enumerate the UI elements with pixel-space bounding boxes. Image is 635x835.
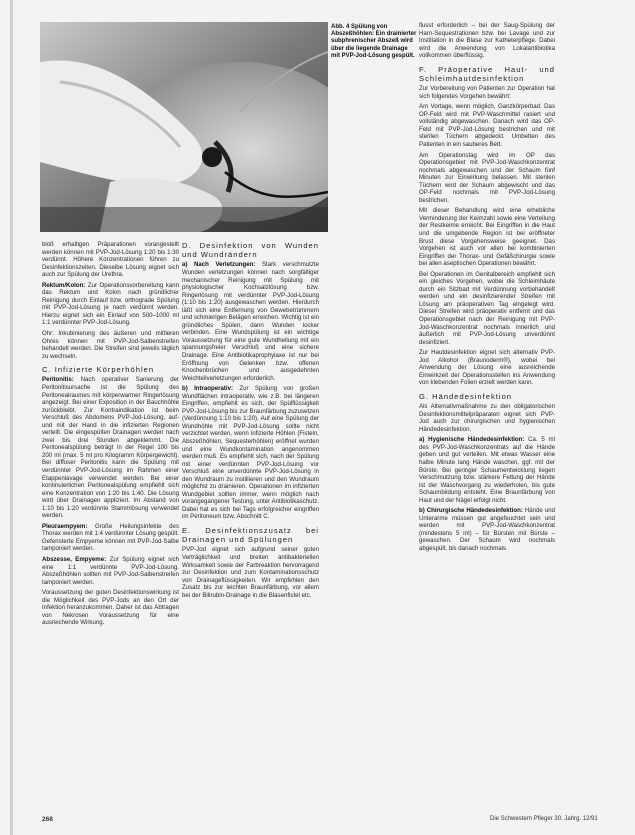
run-in-heading: b) Intraoperativ: [182, 385, 234, 393]
paragraph: flusst erforderlich – bei der Saug-Spülung der Harn-Sequestrationen bzw. bei Lavage und zur Instillation in die Blase zur Katheterpflege. Dabei wird die Anwendung von Lokalantibiotika vollkommen überflüssig. [419, 22, 555, 60]
paragraph: Bei Operationen im Genitalbereich empfiehlt sich ein gleiches Vorgehen, wobei die Schleimhäute durch ein Sitzbad mit Verdünnung vorbehandelt werden und ein desinfizierender Streifen mit Lösung am präoperativen Tag eingelegt wird. Dieser Streifen wird präoperativ entfernt und das Operationsgebiet nach der Reinigung mit PVP-Jod-Waschkonzentrat nochmals innerlich und äußerlich mit PVP-Jod-Lösung unverdünnt desinfiziert. [419, 270, 555, 346]
run-in-heading: Pleuraempyem: [42, 522, 88, 530]
figure-photo [40, 22, 328, 232]
section-heading: C. Infizierte Körperhöhlen [42, 365, 155, 375]
paragraph [182, 261, 319, 382]
section-heading: E. Desinfektionszusatz bei Drainagen und Spülungen [182, 526, 319, 545]
run-in-heading: Abszesse, Empyeme: [42, 555, 107, 563]
paragraph-text: Zur Spülung von großen Wundflächen intraoperativ, wie z.B. bei längeren Eingriffen, empfiehlt es sich, der Spülflüssigkeit PVP-Jod-Lösung bis zur Braunfärbung zuzusetzen (Verdünnung 1:10 bis 1:20). Auf eine Spülung der Wundhöhle mit PVP-Jod-Lösung sollte nicht verzichtet werden, wenn infizierte Höhlen (Fisteln, Abszeßhöhlen, Sequesterhöhlen) eröffnet wurden und eine Wundkontamination angenommen werden muß. Es empfiehlt sich, nach der Spülung mit einer verdünnten PVP-Jod-Lösung vor Verschluß eine unverdünnte PVP-Jod-Lösung in den Wundraum zu instillieren und den Wundraum möglichst zu drainieren. Operationen im infizierten Wundgebiet sollten immer, wenn möglich nach vorangegangener Testung, unter Antibiotikaschutz. Dabei hat es sich bei Tags erfolgreicher eingriffen im Peritoneum bzw. Abschnitt C. [182, 385, 319, 521]
paragraph-text: Zur Operationsvorbereitung kann das Rektum und Kolon nach gründlicher Reinigung durch Einlauf bzw. orthograde Spülung mit PVP-Jod-Lösung je nach verdünnt werden. Hierzu eignet sich ein Einlauf von 500–1000 ml 1:1 verdünnter PVP-Jod-Lösung. [42, 281, 179, 327]
figure-caption: Abb. 4 Spülung von Abszeßhöhlen: Ein drainierter subphrenischer Abszeß wird über die liegende Drainage mit PVP-Jod-Lösung gespült. [331, 24, 417, 59]
paragraph [419, 507, 555, 552]
paragraph: PVP-Jod eignet sich aufgrund seiner guten Verträglichkeit und breiten antibakteriellen Wirksamkeit sowie der Farbreaktion hervorragend zur Desinfektion und zum Kontaminationsschutz von Drainageflüssigkeiten. Wir empfehlen den Zusatz bis zur leichten Braunfärbung, vor allem bei der Bilirubin-Drainage in die Blasenfistel etc. [182, 546, 319, 599]
paragraph [42, 556, 179, 586]
paragraph: Zur Vorbereitung von Patienten zur Operation hat sich folgendes Vorgehen bewährt: [419, 85, 555, 100]
section-heading: F. Präoperative Haut- und Schleimhautdesinfektion [419, 64, 555, 83]
paragraph [42, 523, 179, 553]
run-in-heading: a) Hygienische Händedesinfektion: [419, 436, 525, 444]
paragraph: Als Alternativmaßnahme zu den obligatorischen Desinfektionsmittelpräparaten eignet sich PVP-Jod auch zur chirurgischen und hygienischen Händedesinfektion. [419, 403, 555, 433]
journal-footer: Die Schwestern Pfleger 30. Jahrg. 12/91 [490, 816, 598, 822]
section-heading: G. Händedesinfektion [419, 391, 513, 401]
paragraph-text: Nach operativer Sanierung der Peritonitisursache ist die Spülung des Peritonealraumes mit körperwarmer Ringerlösung angezeigt. Bei einer Exposition in der Bauchhöhle zurückbleibt. Zur Kontraindikation ist beim Verschluß des Abdomens PVP-Jod-Lösung, auf- und mit der Hand in die infizierten Regionen verteilt. Die eingespülten Drainagen werden nach zwei bis drei Stunden abgeklemmt. Die Peritonealspülung beträgt in der Regel 100 bis 200 ml (max. 5 ml pro Kilogramm Körpergewicht). Bei diffuser Peritonitis kann die Spülung mit verdünnter PVP-Jod-Lösung im Rahmen einer Etappenlavage verwendet werden. Bei einer kontinuierlichen Peritonealspülung empfiehlt sich eine Konzentration von 1:20 bis 1:40. Die Lösung wird über Drainagen appliziert. Im Abstand von 1:10 bis 1:20 verdünnte Stammlösung verwendet werden. [42, 376, 179, 520]
paragraph-text: Zur Spülung eignet sich eine 1:1 verdünnte PVP-Jod-Lösung. Abszeßhöhlen sollten mit PVP-Jod-Salbenstreifen tamponiert werden. [42, 555, 180, 586]
paragraph-text: Hände und Unterarme müssen gut angefeuchtet sein und werden mit PVP-Jod-Waschkonzentrat (mindestens 5 ml) – für Bürsten mit Bürste – gewaschen. Der Schaum wird nochmals abgespült, bis danach nochmals [419, 507, 555, 552]
text-column-1 [42, 241, 179, 630]
run-in-heading: b) Chirurgische Händedesinfektion: [419, 507, 523, 515]
abscess-irrigation-photo [40, 22, 328, 232]
page-number: 268 [42, 816, 53, 823]
paragraph [42, 282, 179, 327]
paragraph: Zur Hautdesinfektion eignet sich alternativ PVP-Jod Alkohol (Braunoderm®), wobei bei Anwendung der Lösung eine ausreichende Einwirkzeit der Operationsstellen ins Anwendung von klebenden Folien erzielt werden kann. [419, 349, 555, 387]
run-in-heading: a) Nach Verletzungen: [182, 261, 256, 269]
paragraph: Voraussetzung der guten Desinfektionswirkung ist die Möglichkeit des PVP-Jods an den Ort der Infektion heranzukommen. Daher ist das Abtragen von Nekrosen Voraussetzung für eine ausreichende Wirkung. [42, 589, 179, 627]
paragraph [419, 436, 555, 504]
text-column-3 [419, 22, 555, 556]
paragraph-text: Stark verschmutzte Wunden verletzungen können nach sorgfältiger mechanischer Reinigung mit Spülung mit physiologischer Kochsalzlösung bzw. Ringerlösung mit verdünnter PVP-Jod-Lösung (1:10 bis 1:20) ausgewaschen werden. Hierdurch läßt sich eine Entfernung von Gewebetrümmern und schmierigen Belägen erreichen. Wichtig ist ein gründliches Spülen, dann Wunden locker verbinden. Eine Wundspülung ist ein wichtige Voraussetzung für eine gute Wundheilung mit ein spannungsfreier Verschluß und eine sichere Drainage. Eine Antibiotikaprophylaxe ist nur bei Eröffnung von Gelenken bzw. offenen Knochenbrüchen und ausgedehnten Weichteilverletzungen erforderlich. [182, 261, 319, 382]
run-in-heading: Peritonitis: [42, 376, 74, 384]
section-heading: D. Desinfektion von Wunden und Wundrändern [182, 241, 319, 260]
paragraph: Mit dieser Behandlung wird eine erhebliche Verminderung der Keimzahl sowie eine Verteilung der Restkeime erreicht. Bei Eingriffen in die Haut und die umgebende Region ist bei eröffneter Brust diese Vorgehensweise geeignet. Das Vorgehen ist auch vor allen bei kombinierten Eingriffen der Thorax- und Gefäßchirurgie sowie bei allen aseptischen Operationen bewährt. [419, 207, 555, 268]
paragraph [182, 385, 319, 521]
page-edge [10, 0, 13, 835]
paragraph-text: Große Heilungsinfekte des Thorax werden mit 1:4 verdünnter Lösung gespült. Gefensterte Empyeme können mit PVP-Jod-Salbe tamponiert werden. [42, 522, 179, 553]
paragraph: bloß erhaltigen Präparationen vorangestellt werden können mit PVP-Jod-Lösung 1:20 bis 1:30 verdünnt. Höhere Konzentrationen führen zu Desinfektionszeiten. Dieselbe Lösung eignet sich auch zur Spülung der Urethra. [42, 241, 179, 279]
paragraph-text: Ca. 5 ml des PVP-Jod-Waschkonzentrats auf die Hände geben und gut verteilen. Mit etwas Wasser eine halbe Minute lang Hände waschen, ggf. mit der Bürste. Bei geringer Schaumentwicklung liegen Verschmutzung bzw. stärkere Fettung der Hände ist der Waschvorgang zu wiederholen, bis gute Schaumbildung entsteht. Eine Braunfärbung von Haut und der Nägel erfolgt nicht. [419, 436, 555, 504]
paragraph: Ohr: Inkubinierung des äußeren und mittleren Ohres können mit PVP-Jod-Salbenstreifen behandelt werden. Die Streifen sind jeweils täglich zu wechseln. [42, 330, 179, 360]
paragraph: Am Vortage, wenn möglich, Ganzkörperbad. Das OP-Feld wird mit PVP-Waschmittel rasiert und vollständig abgewaschen. Danach wird das OP-Feld mit PVP-Jod-Lösung bestrichen und mit sterilen Tüchern abgedeckt. Umbetten des Patienten in ein sauberes Bett. [419, 103, 555, 148]
paragraph: Am Operationstag wird im OP das Operationsgebiet mit PVP-Jod-Waschkonzentrat nochmals abgewaschen und der Schaum fünf Minuten zur Einwirkung belassen. Mit sterilen Tüchern wird der Schaum abgewischt und das OP-Feld nochmals mit PVP-Jod-Lösung bestrichen. [419, 151, 555, 204]
run-in-heading: Rektum/Kolon: [42, 281, 86, 289]
paragraph [42, 376, 179, 519]
text-column-2 [182, 241, 319, 602]
